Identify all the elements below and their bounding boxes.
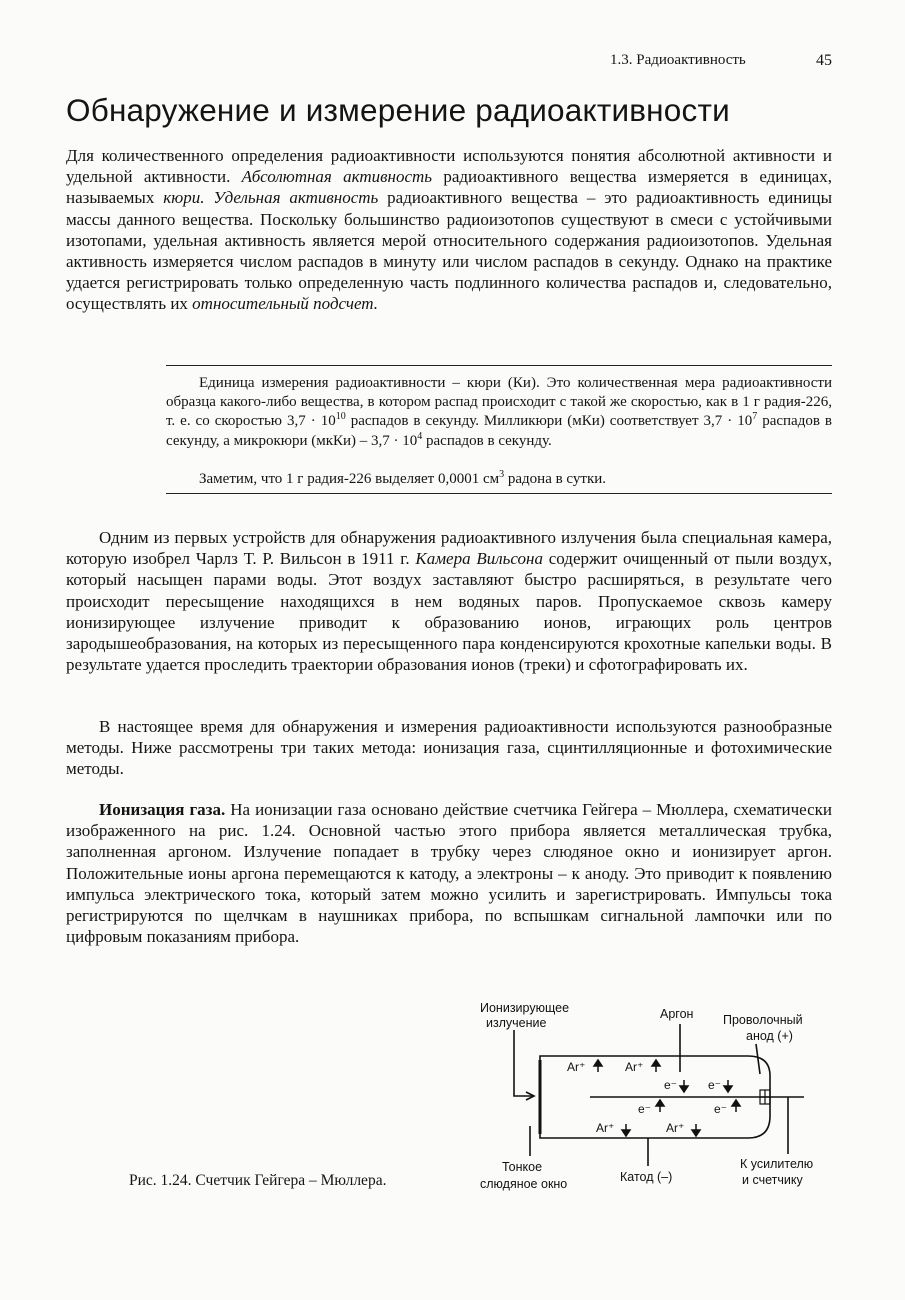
geiger-counter-figure [470, 998, 850, 1208]
arrowhead-up-4 [732, 1100, 740, 1106]
label-radiation-1: Ионизирующее [480, 1001, 570, 1015]
ion-electron-1: e⁻ [664, 1078, 678, 1092]
note-bottom-rule [166, 493, 832, 494]
page-title: Обнаружение и измерение радиоактивности [66, 92, 730, 128]
wilson-paragraph: Одним из первых устройств для обнаружения радиоактивного излучения была специальная камера, которую изобрел Чарлз Т. Р. Вильсон в 1911 г. Камера Вильсона содержит очищенный от пыли воздух, который насыщен парами воды. Этот воздух заставляют быстро расширяться, в результате чего происходит пересыщение находящихся в нем водяных паров. Пропускаемое сквозь камеру ионизирующее излучение приводит к образованию ионов, играющих роль центров зародышеобразования, на которых из пересыщенного пара конденсируются крохотные капельки воды. В результате удается проследить траектории образования ионов (треки) и сфотографировать их. [66, 528, 832, 675]
ion-electron-2: e⁻ [708, 1078, 722, 1092]
ion-electron-4: e⁻ [714, 1102, 728, 1116]
ion-argon-3: Ar⁺ [596, 1121, 615, 1135]
methods-paragraph: В настоящее время для обнаружения и измерения радиоактивности используются разнообразные методы. Ниже рассмотрены три таких метода: ионизация газа, сцинтилляционные и фотохимические методы. [66, 717, 832, 779]
section-title: 1.3. Радиоактивность [610, 52, 746, 68]
label-amplifier-1: К усилителю [740, 1157, 814, 1171]
insulator-cross [760, 1090, 770, 1104]
ion-argon-2: Ar⁺ [625, 1060, 644, 1074]
figure-caption: Рис. 1.24. Счетчик Гейгера – Мюллера. [129, 1172, 387, 1189]
note-top-rule [166, 365, 832, 366]
note-paragraph-radon: Заметим, что 1 г радия-226 выделяет 0,0001 $см^3$ радона в сутки. [199, 469, 607, 487]
arrowhead-down-1 [680, 1086, 688, 1092]
label-radiation-2: излучение [486, 1016, 547, 1030]
page-number: 45 [816, 52, 832, 69]
arrowhead-up-2 [652, 1060, 660, 1066]
label-argon: Аргон [660, 1007, 694, 1021]
ion-argon-4: Ar⁺ [666, 1121, 685, 1135]
arrowhead-down-3 [622, 1130, 630, 1136]
intro-paragraph: Для количественного определения радиоактивности используются понятия абсолютной активности и удельной активности. Абсолютная активность радиоактивного вещества измеряется в единицах, называемых кюри. Удельная активность радиоактивного вещества – это радиоактивность единицы массы данного вещества. Поскольку большинство радиоизотопов существуют в смеси с устойчивыми изотопами, удельная активность является мерой относительного содержания радиоизотопов. Удельная активность измеряется числом распадов в минуту или числом распадов в секунду. Однако на практике удается регистрировать только определенную часть подлинного количества распадов и, следовательно, осуществлять их относительный подсчет. [66, 146, 833, 314]
anode-leader [756, 1044, 760, 1074]
arrowhead-up-3 [656, 1100, 664, 1106]
arrowhead-down-2 [724, 1086, 732, 1092]
ionization-heading: Ионизация газа. [99, 800, 226, 819]
arrowhead-up-1 [594, 1060, 602, 1066]
label-window-1: Тонкое [502, 1160, 543, 1174]
label-window-2: слюдяное окно [480, 1177, 568, 1191]
ion-argon-1: Ar⁺ [567, 1060, 586, 1074]
radiation-arrow [514, 1030, 532, 1096]
ion-electron-3: e⁻ [638, 1102, 652, 1116]
label-anode-2: анод (+) [746, 1029, 793, 1043]
label-cathode: Катод (–) [620, 1170, 673, 1184]
label-amplifier-2: и счетчику [742, 1173, 803, 1187]
note-paragraph-curie: Единица измерения радиоактивности – кюри (Ки). Это количественная мера радиоактивности образца какого-либо вещества, в котором распад происходит с такой же скоростью, как в 1 г радия-226, т. е. со скоростью $3,7 \cdot 10^{10}$ распадов в секунду. Милликюри (мКи) соответствует $3,7 \cdot 10^7$ распадов в секунду, а микрокюри (мкКи) – $3,7 \cdot 10^4$ распадов в секунду. [166, 375, 832, 449]
ionization-paragraph: Ионизация газа. На ионизации газа основано действие счетчика Гейгера – Мюллера, схематически изображенного на рис. 1.24. Основной частью этого прибора является металлическая трубка, заполненная аргоном. Излучение попадает в трубку через слюдяное окно и ионизирует аргон. Положительные ионы аргона перемещаются к катоду, а электроны – к аноду. Это приводит к появлению импульса электрического тока, который затем можно усилить и зарегистрировать. Импульсы тока регистрируются по щелчкам в наушниках прибора, по вспышкам сигнальной лампочки или по цифровым показаниям прибора. [66, 800, 832, 947]
arrowhead-down-4 [692, 1130, 700, 1136]
label-anode-1: Проволочный [723, 1013, 803, 1027]
note-box [166, 365, 832, 493]
